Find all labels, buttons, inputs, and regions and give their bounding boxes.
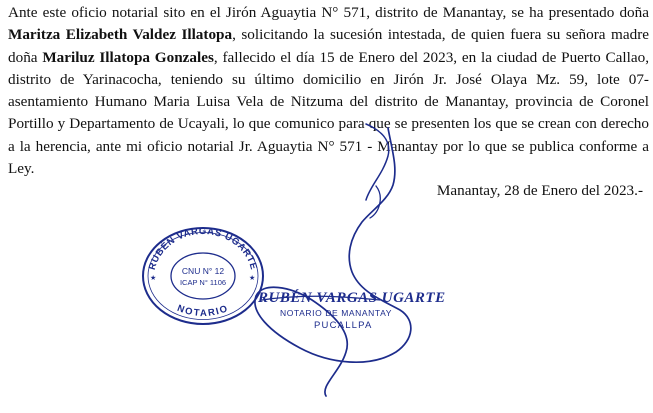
dateline: Manantay, 28 de Enero del 2023.-: [436, 182, 643, 200]
notary-name: RUBÉN VARGAS UGARTE: [258, 290, 446, 306]
svg-text:RUBÉN VARGAS UGARTE: [147, 226, 259, 271]
notice-text-2: , solicitando la sucesión intestada, de quien fuera su señora madre doña: [8, 26, 649, 66]
seal-arc-bottom: NOTARIO: [175, 302, 231, 320]
notary-city: PUCALLPA: [314, 320, 373, 331]
seal-line-1: CNU N° 12: [181, 266, 225, 276]
signature-block: [252, 290, 472, 331]
seal-line-2: ICAP N° 1106: [179, 278, 227, 287]
notice-text-1: Ante este oficio notarial sito en el Jirón Aguaytia N° 571, distrito de Manantay, se ha presentado doña: [8, 4, 649, 21]
seal-right-star-icon: ★: [249, 275, 256, 282]
notary-seal: [138, 222, 268, 326]
seal-arc-top: RUBÉN VARGAS UGARTE: [146, 226, 260, 272]
notice-text-3: , fallecido el día 15 de Enero del 2023, en la ciudad de Puerto Callao, distrito de Yarinacocha, teniendo su último domicilio en Jirón Jr. José Olaya Mz. 59, lote 07- asentamiento Humano Maria Luisa Vela de Nitzuma del distrito de Manantay, provincia de Coronel Portillo y Departamento de Ucayali, lo que comunico para que se presenten los que se crean con derecho a la herencia, ante mi oficio notarial Jr. Aguaytia N° 571 - Manantay por lo que se publica conforme a Ley.: [8, 48, 649, 178]
notice-body: [8, 2, 649, 180]
seal-left-star-icon: ★: [150, 275, 157, 282]
deceased-name: Mariluz Illatopa Gonzales: [42, 48, 214, 66]
notice-document: [8, 2, 649, 203]
petitioner-name: Maritza Elizabeth Valdez Illatopa: [8, 26, 233, 44]
notary-title: NOTARIO DE MANANTAY: [280, 308, 392, 318]
